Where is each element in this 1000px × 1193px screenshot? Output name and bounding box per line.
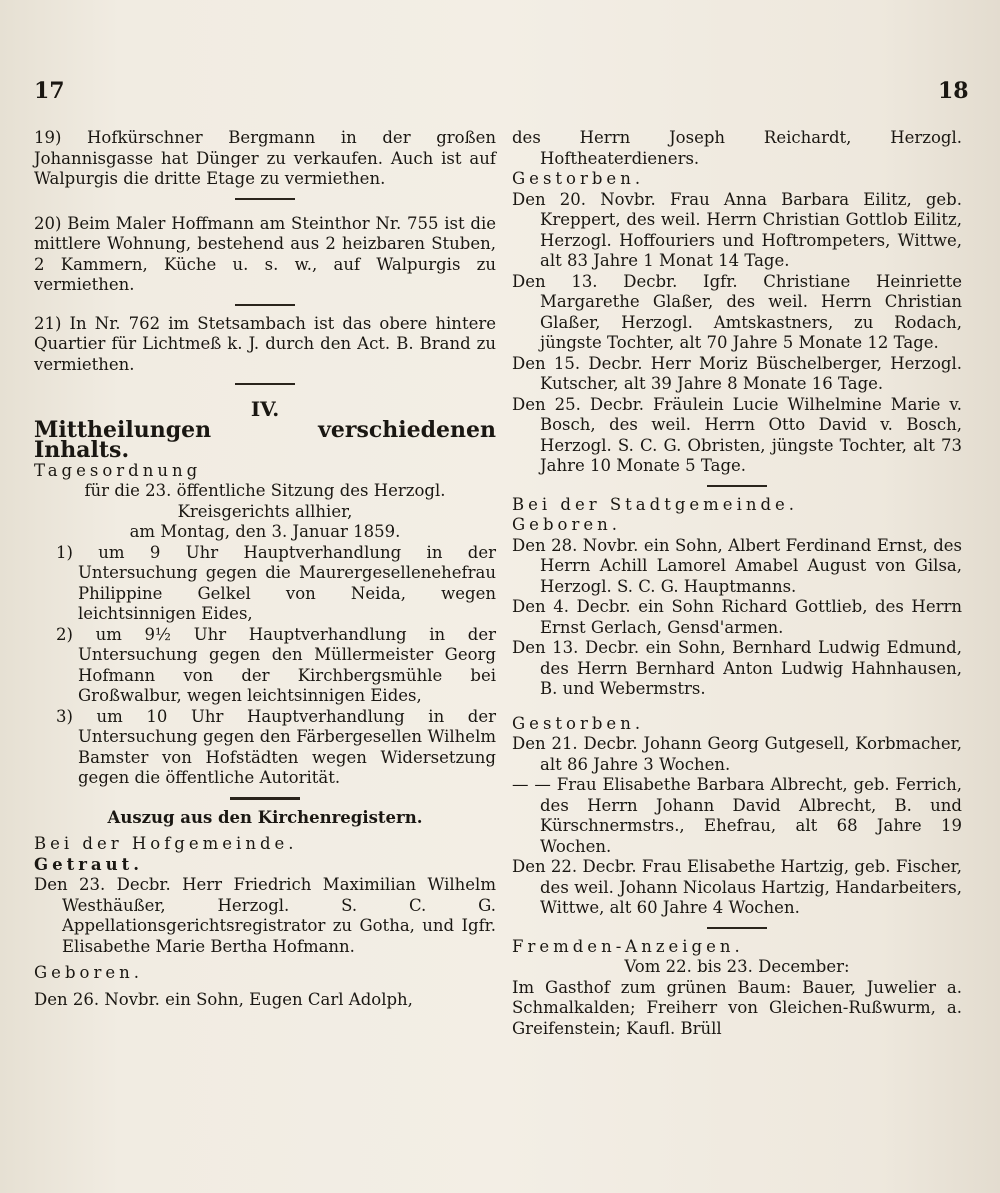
advertisement-19: 19) Hofkürschner Bergmann in der großen Johannisgasse hat Dünger zu verkaufen. Auch ist auf Walpurgis die dritte Etage zu vermiethen. [34,128,496,188]
divider [235,383,295,385]
visitors-date: Vom 22. bis 23. December: [624,957,850,976]
died-heading: Gestorben. [512,169,645,188]
left-column [34,128,496,1010]
advertisement-20: 20) Beim Maler Hoffmann am Steinthor Nr. 755 ist die mittlere Wohnung, bestehend aus 2 heizbaren Stuben, 2 Kammern, Küche u. s. w., auf Walpurgis zu vermiethen. [34,213,496,294]
born-entry-continuation: des Herrn Joseph Reichardt, Herzogl. Hoftheaterdieners. [512,128,962,168]
visitors-entry: Im Gasthof zum grünen Baum: Bauer, Juwelier a. Schmalkalden; Freiherr von Gleichen-Rußwurm, a. Greifenstein; Kaufl. Brüll [512,977,962,1038]
section-numeral: IV. [250,397,280,421]
city-born-entry: Den 13. Decbr. ein Sohn, Bernhard Ludwig Edmund, des Herrn Bernhard Anton Ludwig Hahnhausen, B. und Webermstrs. [512,638,962,698]
divider [707,485,767,487]
visitors-heading: Fremden-Anzeigen. [512,936,744,956]
city-born-entry: Den 28. Novbr. ein Sohn, Albert Ferdinand Ernst, des Herrn Achill Lamorel Amabel August von Gilsa, Herzogl. S. C. G. Hauptmanns. [512,535,962,596]
city-died-entry: Den 22. Decbr. Frau Elisabethe Hartzig, geb. Fischer, des weil. Johann Nicolaus Hartzig, Handarbeiters, Wittwe, alt 60 Jahre 4 Wochen. [512,857,962,917]
city-parish-heading: Bei der Stadtgemeinde. [512,494,799,514]
died-entry: Den 20. Novbr. Frau Anna Barbara Eilitz, geb. Kreppert, des weil. Herrn Christian Gottlob Eilitz, Herzogl. Hoffouriers und Hoftrompeters, Wittwe, alt 83 Jahre 1 Monat 14 Tage. [512,189,962,270]
city-born-heading: Geboren. [512,515,621,534]
agenda-title: Tagesordnung [34,460,202,480]
city-died-entry: Den 21. Decbr. Johann Georg Gutgesell, Korbmacher, alt 86 Jahre 3 Wochen. [512,734,962,774]
city-died-entry: — — Frau Elisabethe Barbara Albrecht, geb. Ferrich, des Herrn Johann David Albrecht, B. und Kürschnermstrs., Ehefrau, alt 68 Jahre 19 Wochen. [512,775,962,856]
agenda-date: am Montag, den 3. Januar 1859. [129,522,401,541]
agenda-subtitle: für die 23. öffentliche Sitzung des Herzogl. Kreisgerichts allhier, [84,481,446,521]
married-heading: Getraut. [34,854,143,874]
section-title: Mittheilungen verschiedenen Inhalts. [34,416,496,463]
born-heading: Geboren. [34,963,143,982]
died-entry: Den 13. Decbr. Igfr. Christiane Heinriette Margarethe Glaßer, des weil. Herrn Christian Glaßer, Herzogl. Amtskastners, zu Rodach, jüngste Tochter, alt 70 Jahre 5 Monate 12 Tage. [512,271,962,352]
married-entry: Den 23. Decbr. Herr Friedrich Maximilian Wilhelm Westhäußer, Herzogl. S. C. G. Appellationsgerichtsregistrator zu Gotha, und Igfr. Elisabethe Marie Bertha Hofmann. [34,875,496,956]
agenda-item: 3) um 10 Uhr Hauptverhandlung in der Untersuchung gegen den Färbergesellen Wilhelm Bamster von Hofstädten wegen Widersetzung gegen die öffentliche Autorität. [56,706,496,787]
divider [235,198,295,200]
divider [707,927,767,929]
city-died-heading: Gestorben. [512,713,645,733]
divider [235,304,295,306]
agenda-item: 2) um 9½ Uhr Hauptverhandlung in der Untersuchung gegen den Müllermeister Georg Hofmann von der Kirchbergsmühle bei Großwalbur, wegen leichtsinnigen Eides, [56,624,496,705]
city-born-entry: Den 4. Decbr. ein Sohn Richard Gottlieb, des Herrn Ernst Gerlach, Gensd'armen. [512,597,962,637]
advertisement-21: 21) In Nr. 762 im Stetsambach ist das obere hintere Quartier für Lichtmeß k. J. durch den Act. B. Brand zu vermiethen. [34,313,496,374]
born-entry: Den 26. Novbr. ein Sohn, Eugen Carl Adolph, [34,989,413,1009]
agenda-item: 1) um 9 Uhr Hauptverhandlung in der Untersuchung gegen die Maurergesellenehefrau Philippine Gelkel von Neida, wegen leichtsinnigen Eides, [56,542,496,623]
page-number-left: 17 [34,78,65,104]
died-entry: Den 25. Decbr. Fräulein Lucie Wilhelmine Marie v. Bosch, des weil. Herrn Otto David v. Bosch, Herzogl. S. C. G. Obristen, jüngste Tochter, alt 73 Jahre 10 Monate 5 Tage. [512,394,962,475]
died-entry: Den 15. Decbr. Herr Moriz Büschelberger, Herzogl. Kutscher, alt 39 Jahre 8 Monate 16 Tage. [512,353,962,393]
church-register-title: Auszug aus den Kirchenregistern. [107,807,423,827]
court-parish-heading: Bei der Hofgemeinde. [34,834,298,853]
page-number-right: 18 [938,78,969,104]
divider [230,797,300,800]
right-column [512,128,962,1039]
